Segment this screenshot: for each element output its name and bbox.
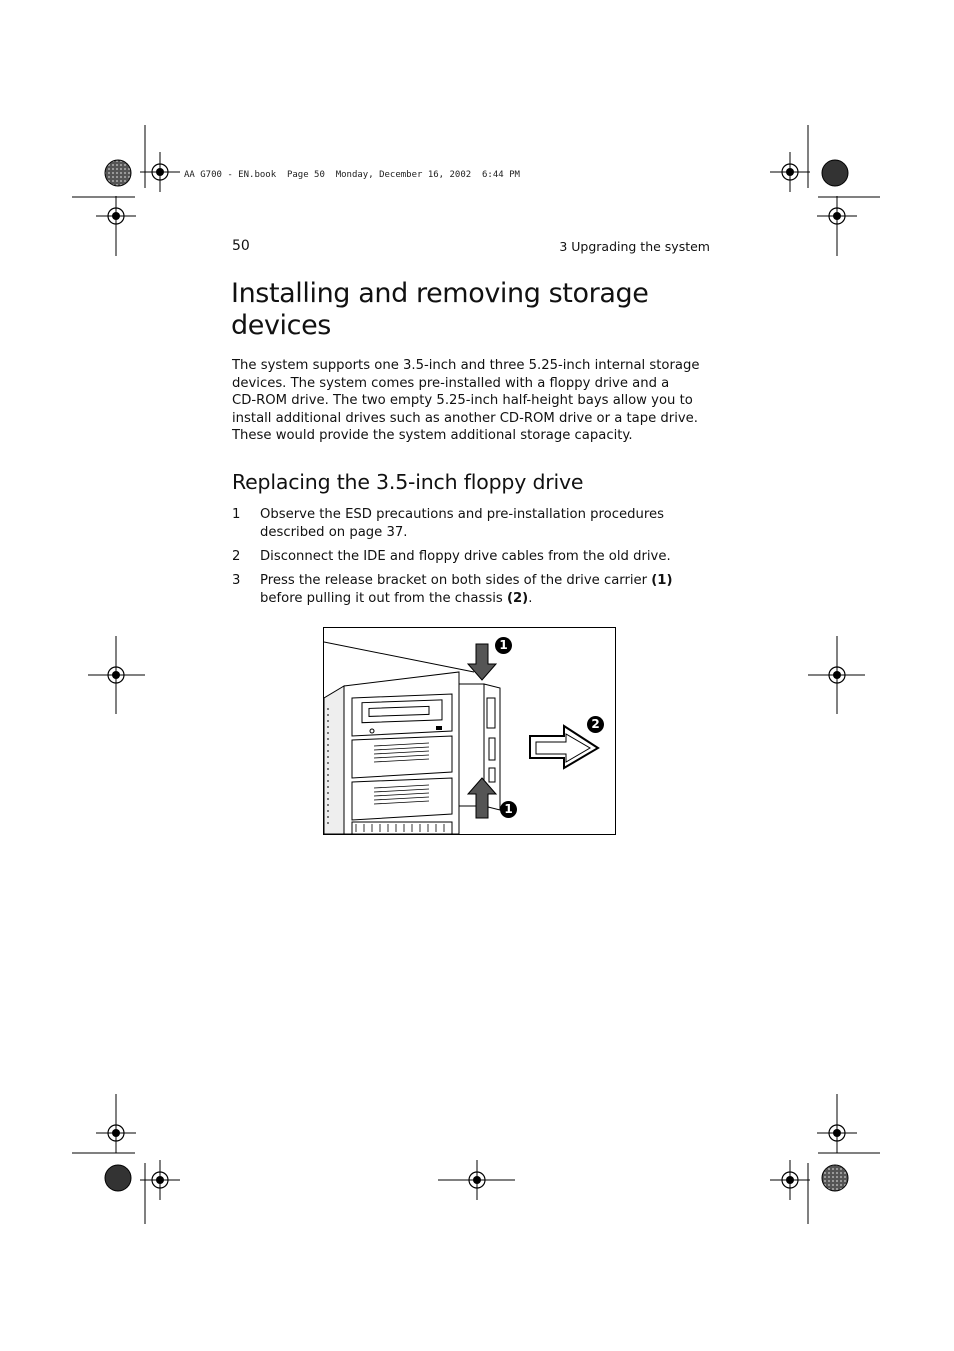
chassis-illustration [324, 628, 615, 834]
step-number: 2 [232, 549, 241, 564]
callout-ref: (1) [651, 573, 673, 588]
step-item [232, 506, 712, 542]
registration-mark-top-right [770, 125, 880, 256]
step-item [232, 572, 712, 608]
callout-ref: (2) [506, 590, 529, 606]
registration-mark-bottom-right [770, 1094, 880, 1224]
step-item [232, 548, 712, 566]
page-number: 50 [232, 238, 250, 254]
step-number: 3 [232, 573, 241, 588]
print-slug: AA G700 - EN.book Page 50 Monday, December 16, 2002 6:44 PM [184, 170, 520, 180]
running-head: 3 Upgrading the system [559, 239, 710, 254]
floppy-removal-figure [323, 627, 616, 835]
step-text: Press the release bracket on both sides of the drive carrier (1) before pulling it out from the chassis (2). [260, 573, 673, 606]
registration-mark-bottom-left [72, 1094, 180, 1224]
page-title: Installing and removing storage devices [231, 278, 649, 341]
section-title: Replacing the 3.5-inch floppy drive [232, 470, 584, 494]
intro-paragraph: The system supports one 3.5-inch and three 5.25-inch internal storage devices. The system comes pre-installed with a floppy drive and a CD-ROM drive. The two empty 5.25-inch half-height bays allow you to install additional drives such as another CD-ROM drive or a tape drive. These would provide the system additional storage capacity. [232, 358, 700, 443]
registration-mark-top-left [72, 125, 180, 256]
step-text: Observe the ESD precautions and pre-installation procedures described on page 37. [260, 507, 664, 540]
callout-1-bottom: 1 [500, 801, 517, 818]
callout-2: 2 [587, 716, 604, 733]
step-number: 1 [232, 507, 241, 522]
step-text: Disconnect the IDE and floppy drive cables from the old drive. [260, 549, 671, 564]
callout-1-top: 1 [495, 637, 512, 654]
